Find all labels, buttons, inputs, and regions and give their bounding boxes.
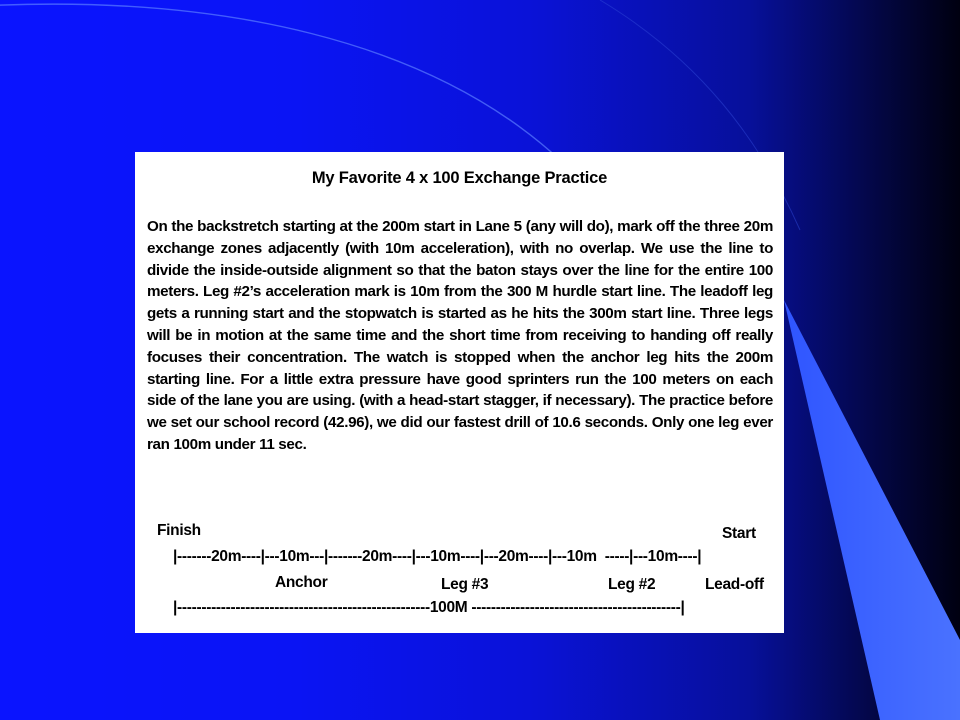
- decorative-arc-top: [0, 4, 560, 160]
- diagram-leadoff-label: Lead-off: [705, 576, 764, 593]
- diagram-finish-label: Finish: [157, 522, 201, 539]
- diagram-start-label: Start: [722, 525, 756, 542]
- decorative-wedge: [784, 300, 960, 720]
- exchange-practice-card: [135, 152, 784, 633]
- diagram-zones-line: |-------20m----|---10m---|-------20m----|---10m----|---20m----|---10m -----|---10m----|: [173, 548, 702, 565]
- diagram-total-line: |----------------------------------------------------100M -------------------------------------------|: [173, 599, 685, 616]
- card-title: My Favorite 4 x 100 Exchange Practice: [311, 169, 608, 187]
- diagram-leg2-label: Leg #2: [608, 576, 656, 593]
- diagram-leg3-label: Leg #3: [441, 576, 489, 593]
- card-body-text: On the backstretch starting at the 200m start in Lane 5 (any will do), mark off the three 20m exchange zones adjacently (with 10m acceleration), with no overlap. We use the line to divide the inside-outside alignment so that the baton stays over the line for the entire 100 meters. Leg #2’s acceleration mark is 10m from the 300 M hurdle start line. The leadoff leg gets a running start and the stopwatch is started as he hits the 300m start line. Three legs will be in motion at the same time and the short time from receiving to handing off really focuses their concentration. The watch is stopped when the anchor leg hits the 200m starting line. For a little extra pressure have good sprinters run the 100 meters on each side of the lane you are using. (with a head-start stagger, if necessary). The practice before we set our school record (42.96), we did our fastest drill of 10.6 seconds. Only one leg ever ran 100m under 11 sec.: [147, 218, 773, 453]
- diagram-anchor-label: Anchor: [275, 574, 328, 591]
